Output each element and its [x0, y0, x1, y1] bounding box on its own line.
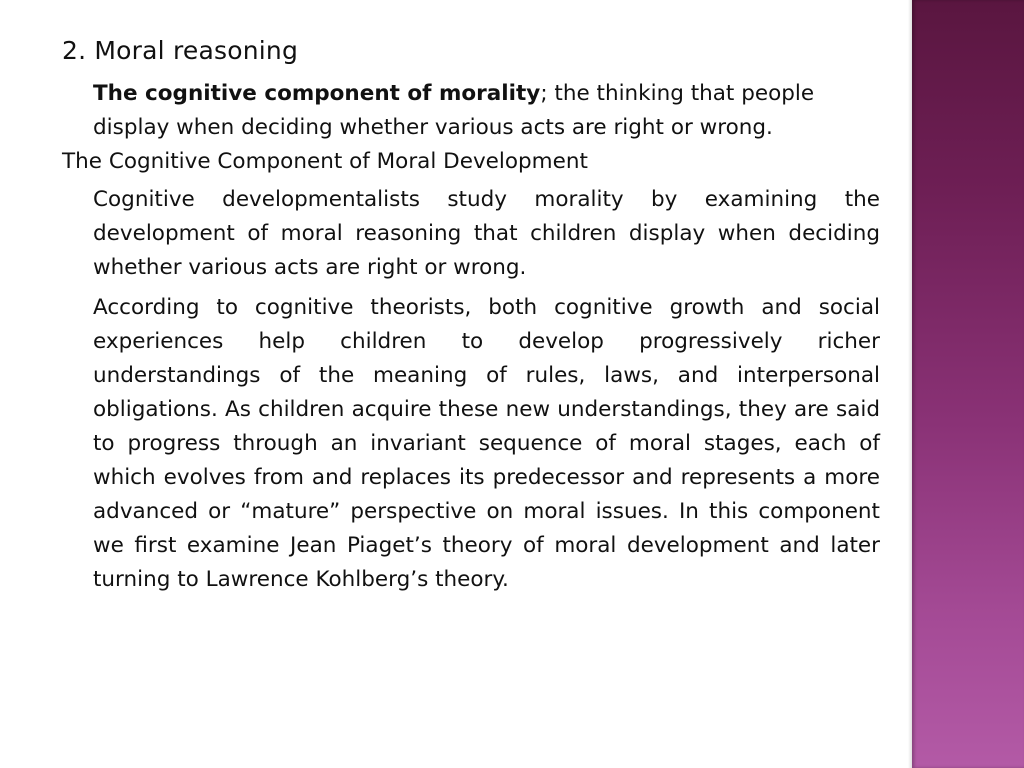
body-paragraph: Cognitive developmentalists study morality by examining the development of moral reasoning that children display when deciding whether various acts are right or wrong. [93, 187, 880, 280]
body-paragraph: According to cognitive theorists, both cognitive growth and social experiences help children to develop progressively richer understandings of the meaning of rules, laws, and interpersonal obligations. As children acquire these new understandings, they are said to progress through an invariant sequence of moral stages, each of which evolves from and replaces its predecessor and represents a more advanced or “mature” perspective on moral issues. In this component we first examine Jean Piaget’s theory of moral development and later turning to Lawrence Kohlberg’s theory. [93, 295, 880, 592]
section-subheading: The Cognitive Component of Moral Development [62, 149, 588, 174]
definition-text: ; the thinking that people display when deciding whether various acts are right or wrong. [93, 81, 815, 140]
definition-paragraph [93, 77, 880, 145]
decorative-side-band [912, 0, 1024, 768]
definition-term: The cognitive component of morality [93, 81, 541, 106]
body-paragraphs [93, 183, 880, 597]
definition-block [93, 77, 880, 145]
slide-heading: 2. Moral reasoning [62, 36, 299, 65]
slide-content [62, 36, 880, 603]
